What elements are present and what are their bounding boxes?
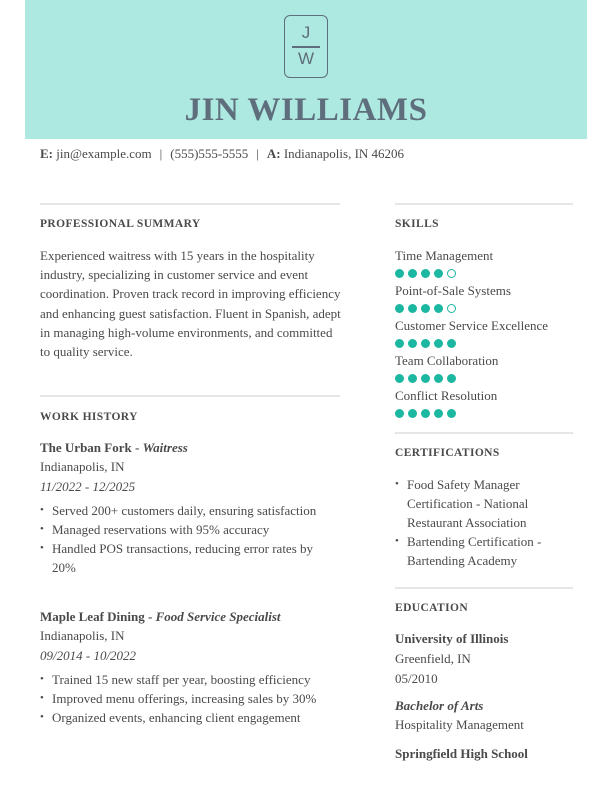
rating-dot-filled-icon bbox=[421, 374, 430, 383]
field-of-study: Hospitality Management bbox=[395, 717, 524, 732]
rating-dot-filled-icon bbox=[408, 409, 417, 418]
school-name: University of Illinois bbox=[395, 631, 509, 646]
rating-dot-filled-icon bbox=[408, 304, 417, 313]
skill-rating bbox=[395, 300, 575, 316]
email-label: E: bbox=[40, 146, 53, 161]
skill-rating bbox=[395, 370, 575, 386]
email-value[interactable]: jin@example.com bbox=[56, 146, 152, 161]
graduation-date: 05/2010 bbox=[395, 671, 438, 686]
monogram-initial-first: J bbox=[301, 23, 311, 42]
education-heading: EDUCATION bbox=[395, 602, 469, 614]
job-title-line bbox=[40, 438, 340, 457]
rating-dot-filled-icon bbox=[421, 409, 430, 418]
work-history-heading: WORK HISTORY bbox=[40, 411, 138, 423]
job-role: Waitress bbox=[142, 440, 188, 455]
rating-dot-filled-icon bbox=[395, 409, 404, 418]
skill-rating bbox=[395, 265, 575, 281]
separator: | bbox=[256, 146, 259, 161]
job-company: Maple Leaf Dining bbox=[40, 609, 145, 624]
job-bullet: • Managed reservations with 95% accuracy bbox=[40, 520, 340, 539]
skill-name: Customer Service Excellence bbox=[395, 318, 549, 333]
skills-list bbox=[395, 246, 575, 421]
skill-name: Point-of-Sale Systems bbox=[395, 283, 511, 298]
monogram-divider bbox=[292, 46, 320, 48]
job-bullet: • Handled POS transactions, reducing error rates by 20% bbox=[40, 539, 340, 577]
job-bullet: • Organized events, enhancing client engagement bbox=[40, 708, 340, 727]
job-bullet: • Served 200+ customers daily, ensuring satisfaction bbox=[40, 501, 340, 520]
rating-dot-filled-icon bbox=[434, 304, 443, 313]
skill-rating bbox=[395, 405, 575, 421]
skill-item bbox=[395, 281, 575, 316]
section-divider bbox=[40, 395, 340, 397]
rating-dot-filled-icon bbox=[395, 269, 404, 278]
rating-dot-empty-icon bbox=[447, 304, 456, 313]
job-title-line bbox=[40, 607, 340, 626]
skill-name: Team Collaboration bbox=[395, 353, 499, 368]
job-location: Indianapolis, IN bbox=[40, 459, 125, 474]
monogram-initial-last: W bbox=[297, 49, 315, 68]
job-dates: 11/2022 - 12/2025 bbox=[40, 478, 136, 494]
skill-item bbox=[395, 316, 575, 351]
section-divider bbox=[395, 432, 573, 434]
skill-name: Time Management bbox=[395, 248, 494, 263]
cert-item: • Bartending Certification - Bartending Academy bbox=[395, 532, 575, 570]
job-entry bbox=[40, 438, 340, 577]
phone-value[interactable]: (555)555-5555 bbox=[170, 146, 249, 161]
rating-dot-filled-icon bbox=[408, 339, 417, 348]
rating-dot-filled-icon bbox=[434, 409, 443, 418]
rating-dot-filled-icon bbox=[434, 339, 443, 348]
skill-name: Conflict Resolution bbox=[395, 388, 498, 403]
job-bullets bbox=[40, 501, 340, 577]
rating-dot-filled-icon bbox=[447, 339, 456, 348]
school-location: Greenfield, IN bbox=[395, 651, 471, 666]
contact-line bbox=[40, 146, 404, 162]
skill-item bbox=[395, 386, 575, 421]
education-block bbox=[395, 629, 575, 764]
rating-dot-filled-icon bbox=[395, 374, 404, 383]
skill-rating bbox=[395, 335, 575, 351]
skill-item bbox=[395, 246, 575, 281]
section-divider bbox=[395, 203, 573, 205]
rating-dot-filled-icon bbox=[447, 374, 456, 383]
rating-dot-filled-icon bbox=[434, 269, 443, 278]
rating-dot-filled-icon bbox=[434, 374, 443, 383]
rating-dot-filled-icon bbox=[395, 304, 404, 313]
job-location: Indianapolis, IN bbox=[40, 628, 125, 643]
section-divider bbox=[395, 587, 573, 589]
rating-dot-filled-icon bbox=[421, 269, 430, 278]
job-dates: 09/2014 - 10/2022 bbox=[40, 647, 137, 663]
address-value: Indianapolis, IN 46206 bbox=[283, 146, 405, 161]
job-bullet: • Trained 15 new staff per year, boosting efficiency bbox=[40, 670, 340, 689]
rating-dot-empty-icon bbox=[447, 269, 456, 278]
summary-heading: PROFESSIONAL SUMMARY bbox=[40, 218, 201, 230]
rating-dot-filled-icon bbox=[421, 339, 430, 348]
job-bullets bbox=[40, 670, 340, 727]
school-name-secondary: Springfield High School bbox=[395, 746, 528, 761]
rating-dot-filled-icon bbox=[447, 409, 456, 418]
job-role: Food Service Specialist bbox=[155, 609, 281, 624]
summary-text: Experienced waitress with 15 years in the hospitality industry, specializing in customer service and event coordination. Proven track record in improving efficiency and enhancing guest satisfaction. Fluent in Spanish, adept in managing high-volume environments, and committed to quality service. bbox=[40, 248, 341, 360]
certifications-list bbox=[395, 475, 575, 570]
rating-dot-filled-icon bbox=[395, 339, 404, 348]
skills-heading: SKILLS bbox=[395, 218, 439, 230]
section-divider bbox=[40, 203, 340, 205]
cert-item: • Food Safety Manager Certification - National Restaurant Association bbox=[395, 475, 575, 532]
job-dash: - bbox=[131, 440, 143, 455]
address-label: A: bbox=[266, 146, 281, 161]
monogram-logo bbox=[284, 15, 328, 78]
job-company: The Urban Fork bbox=[40, 440, 132, 455]
header-banner bbox=[25, 0, 587, 139]
separator: | bbox=[159, 146, 163, 161]
job-bullet: • Improved menu offerings, increasing sales by 30% bbox=[40, 689, 340, 708]
skill-item bbox=[395, 351, 575, 386]
rating-dot-filled-icon bbox=[408, 269, 417, 278]
candidate-name: JIN WILLIAMS bbox=[184, 92, 428, 128]
job-dash: - bbox=[144, 609, 156, 624]
certifications-heading: CERTIFICATIONS bbox=[395, 447, 500, 459]
cert-bullets bbox=[395, 475, 575, 570]
job-entry bbox=[40, 607, 340, 727]
rating-dot-filled-icon bbox=[421, 304, 430, 313]
degree: Bachelor of Arts bbox=[395, 698, 484, 713]
rating-dot-filled-icon bbox=[408, 374, 417, 383]
